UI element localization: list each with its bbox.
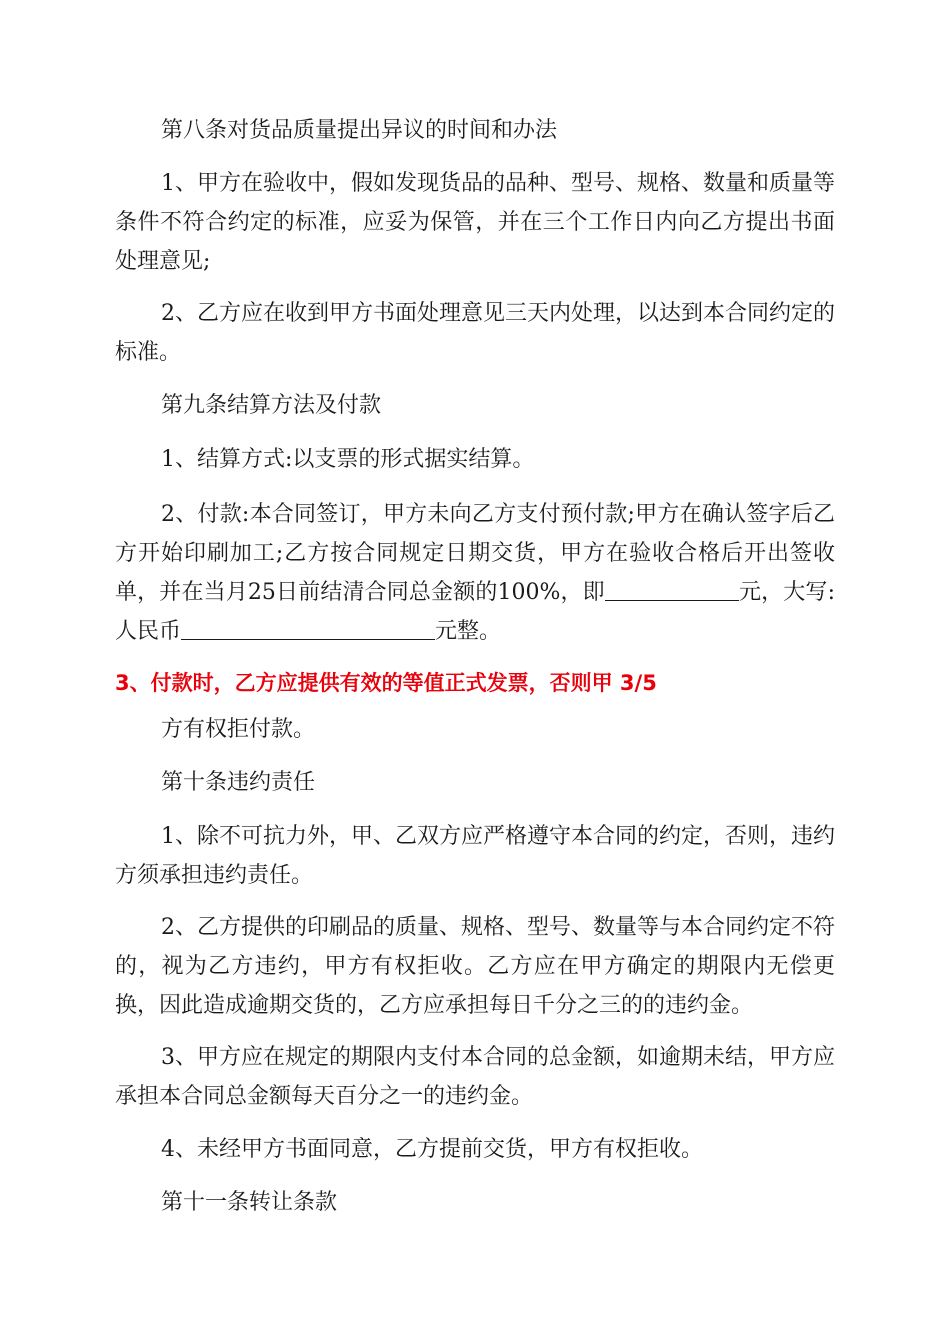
section-10-heading: 第十条违约责任 [161,770,316,795]
section-9-heading: 第九条结算方法及付款 [161,393,382,418]
section-8-heading: 第八条对货品质量提出异议的时间和办法 [161,118,558,143]
section-9-clause-2 [115,495,835,651]
section-10-clause-2: 2、乙方提供的印刷品的质量、规格、型号、数量等与本合同约定不符的，视为乙方违约，甲方有权拒收。乙方应在甲方确定的期限内无偿更换，因此造成逾期交货的，乙方应承担每日千分之三的的违约金。 [115,915,835,1018]
section-9-clause-3-highlight: 3、付款时，乙方应提供有效的等值正式发票，否则甲 3/5 [115,671,657,695]
section-11-heading: 第十一条转让条款 [161,1190,338,1215]
section-9-clause-1: 1、结算方式:以支票的形式据实结算。 [161,447,535,472]
amount-blank [605,578,739,601]
clause-2-text-c: 元整。 [435,619,502,644]
section-10-clause-1: 1、除不可抗力外，甲、乙双方应严格遵守本合同的约定，否则，违约方须承担违约责任。 [115,824,835,888]
clause-2-text-b: 元，大写:人民币 [115,580,835,644]
section-8-clause-2: 2、乙方应在收到甲方书面处理意见三天内处理，以达到本合同约定的标准。 [115,301,835,365]
clause-2-text-a: 2、付款:本合同签订，甲方未向乙方支付预付款;甲方在确认签字后乙方开始印刷加工;乙方按合同规定日期交货，甲方在验收合格后开出签收单，并在当月25日前结清合同总金额的100%，即 [115,502,835,605]
section-10-clause-4: 4、未经甲方书面同意，乙方提前交货，甲方有权拒收。 [161,1137,703,1162]
section-8-clause-1: 1、甲方在验收中，假如发现货品的品种、型号、规格、数量和质量等条件不符合约定的标准，应妥为保管，并在三个工作日内向乙方提出书面处理意见; [115,171,835,274]
section-9-clause-3-continued: 方有权拒付款。 [161,717,316,742]
amount-in-words-blank [181,617,435,640]
section-10-clause-3: 3、甲方应在规定的期限内支付本合同的总金额，如逾期未结，甲方应承担本合同总金额每天百分之一的违约金。 [115,1045,835,1109]
